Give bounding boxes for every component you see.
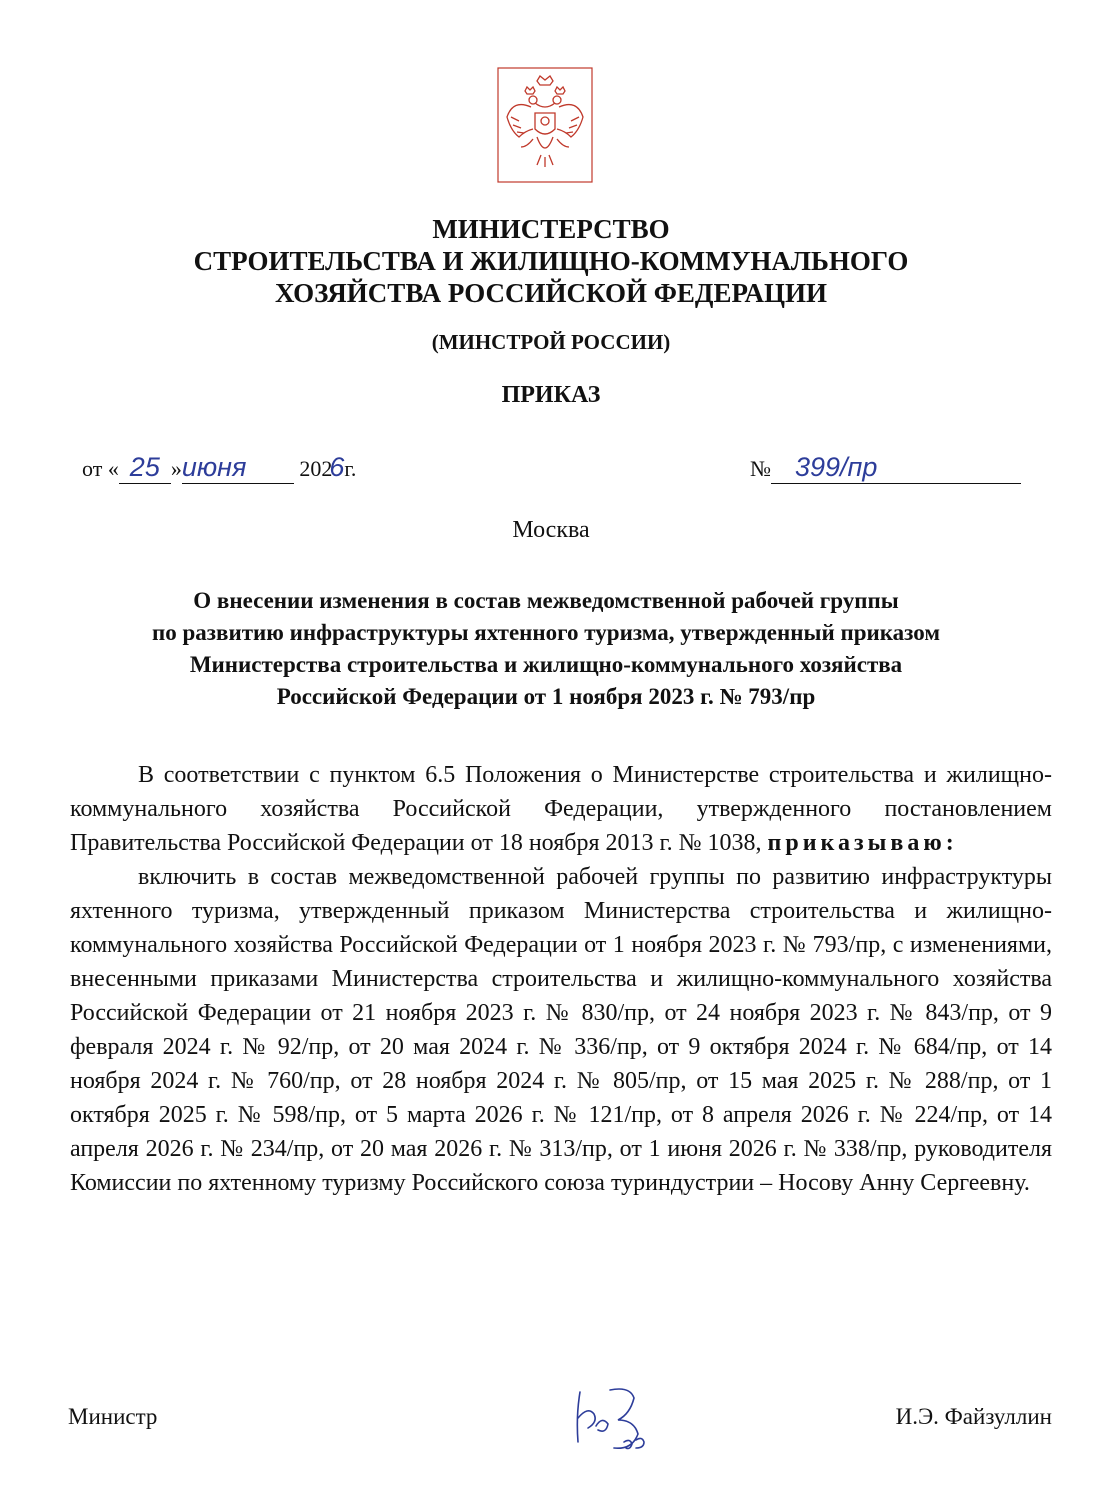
date-year-handwritten: 6 bbox=[329, 452, 345, 482]
ministry-line-3: ХОЗЯЙСТВА РОССИЙСКОЙ ФЕДЕРАЦИИ bbox=[274, 278, 828, 308]
subject-line-2: по развитию инфраструктуры яхтенного туризма, утвержденный приказом bbox=[151, 620, 941, 645]
number-prefix: № bbox=[750, 456, 771, 481]
coat-of-arms-emblem bbox=[497, 67, 593, 183]
order-directive: приказываю: bbox=[767, 830, 958, 856]
ministry-line-1: МИНИСТЕРСТВО bbox=[432, 214, 670, 244]
order-number bbox=[750, 452, 1021, 484]
subject-line-3: Министерства строительства и жилищно-коммунального хозяйства bbox=[189, 652, 903, 677]
paragraph-1-text: В соответствии с пунктом 6.5 Положения о Министерстве строительства и жилищно-коммунального хозяйства Российской Федерации, утвержденного постановлением Правительства Российской Федерации от 18 ноября 2013 г. № 1038, bbox=[70, 762, 1052, 856]
body-paragraph-2: включить в состав межведомственной рабочей группы по развитию инфраструктуры яхтенного туризма, утвержденный приказом Министерства строительства и жилищно-коммунального хозяйства Российской Федерации от 1 ноября 2023 г. № 793/пр, с изменениями, внесенными приказами Министерства строительства и жилищно-коммунального хозяйства Российской Федерации от 21 ноября 2023 г. № 830/пр, от 24 ноября 2023 г. № 843/пр, от 9 февраля 2024 г. № 92/пр, от 20 мая 2024 г. № 336/пр, от 9 октября 2024 г. № 684/пр, от 14 ноября 2024 г. № 760/пр, от 28 ноября 2024 г. № 805/пр, от 15 мая 2025 г. № 288/пр, от 1 октября 2025 г. № 598/пр, от 5 марта 2026 г. № 121/пр, от 8 апреля 2026 г. № 224/пр, от 14 апреля 2026 г. № 234/пр, от 20 мая 2026 г. № 313/пр, от 1 июня 2026 г. № 338/пр, руководителя Комиссии по яхтенному туризму Российского союза туриндустрии – Носову Анну Сергеевну. bbox=[70, 864, 1052, 1196]
subject-line-1: О внесении изменения в состав межведомственной рабочей группы bbox=[193, 588, 899, 613]
date-suffix: г. bbox=[344, 456, 357, 481]
order-subject bbox=[70, 585, 1022, 713]
order-body bbox=[70, 758, 1052, 1200]
ministry-name bbox=[0, 213, 1102, 309]
number-handwritten: 399/пр bbox=[771, 452, 1021, 484]
city: Москва bbox=[512, 517, 590, 543]
date-prefix: от « bbox=[82, 456, 119, 481]
signer-title: Министр bbox=[68, 1404, 158, 1429]
date-day-handwritten: 25 bbox=[119, 452, 171, 484]
ministry-line-2: СТРОИТЕЛЬСТВА И ЖИЛИЩНО-КОММУНАЛЬНОГО bbox=[193, 246, 909, 276]
subject-line-4: Российской Федерации от 1 ноября 2023 г. № 793/пр bbox=[276, 684, 816, 709]
signer-name: И.Э. Файзуллин bbox=[895, 1404, 1052, 1429]
document-type: ПРИКАЗ bbox=[501, 382, 601, 408]
date-quote-close: » bbox=[170, 456, 182, 481]
handwritten-signature bbox=[566, 1380, 666, 1458]
ministry-abbreviation: (МИНСТРОЙ РОССИИ) bbox=[431, 330, 671, 354]
body-paragraph-1 bbox=[70, 758, 1052, 860]
date-year-printed: 202 bbox=[299, 456, 333, 481]
order-date bbox=[82, 452, 356, 484]
date-month-handwritten: июня bbox=[182, 452, 294, 484]
